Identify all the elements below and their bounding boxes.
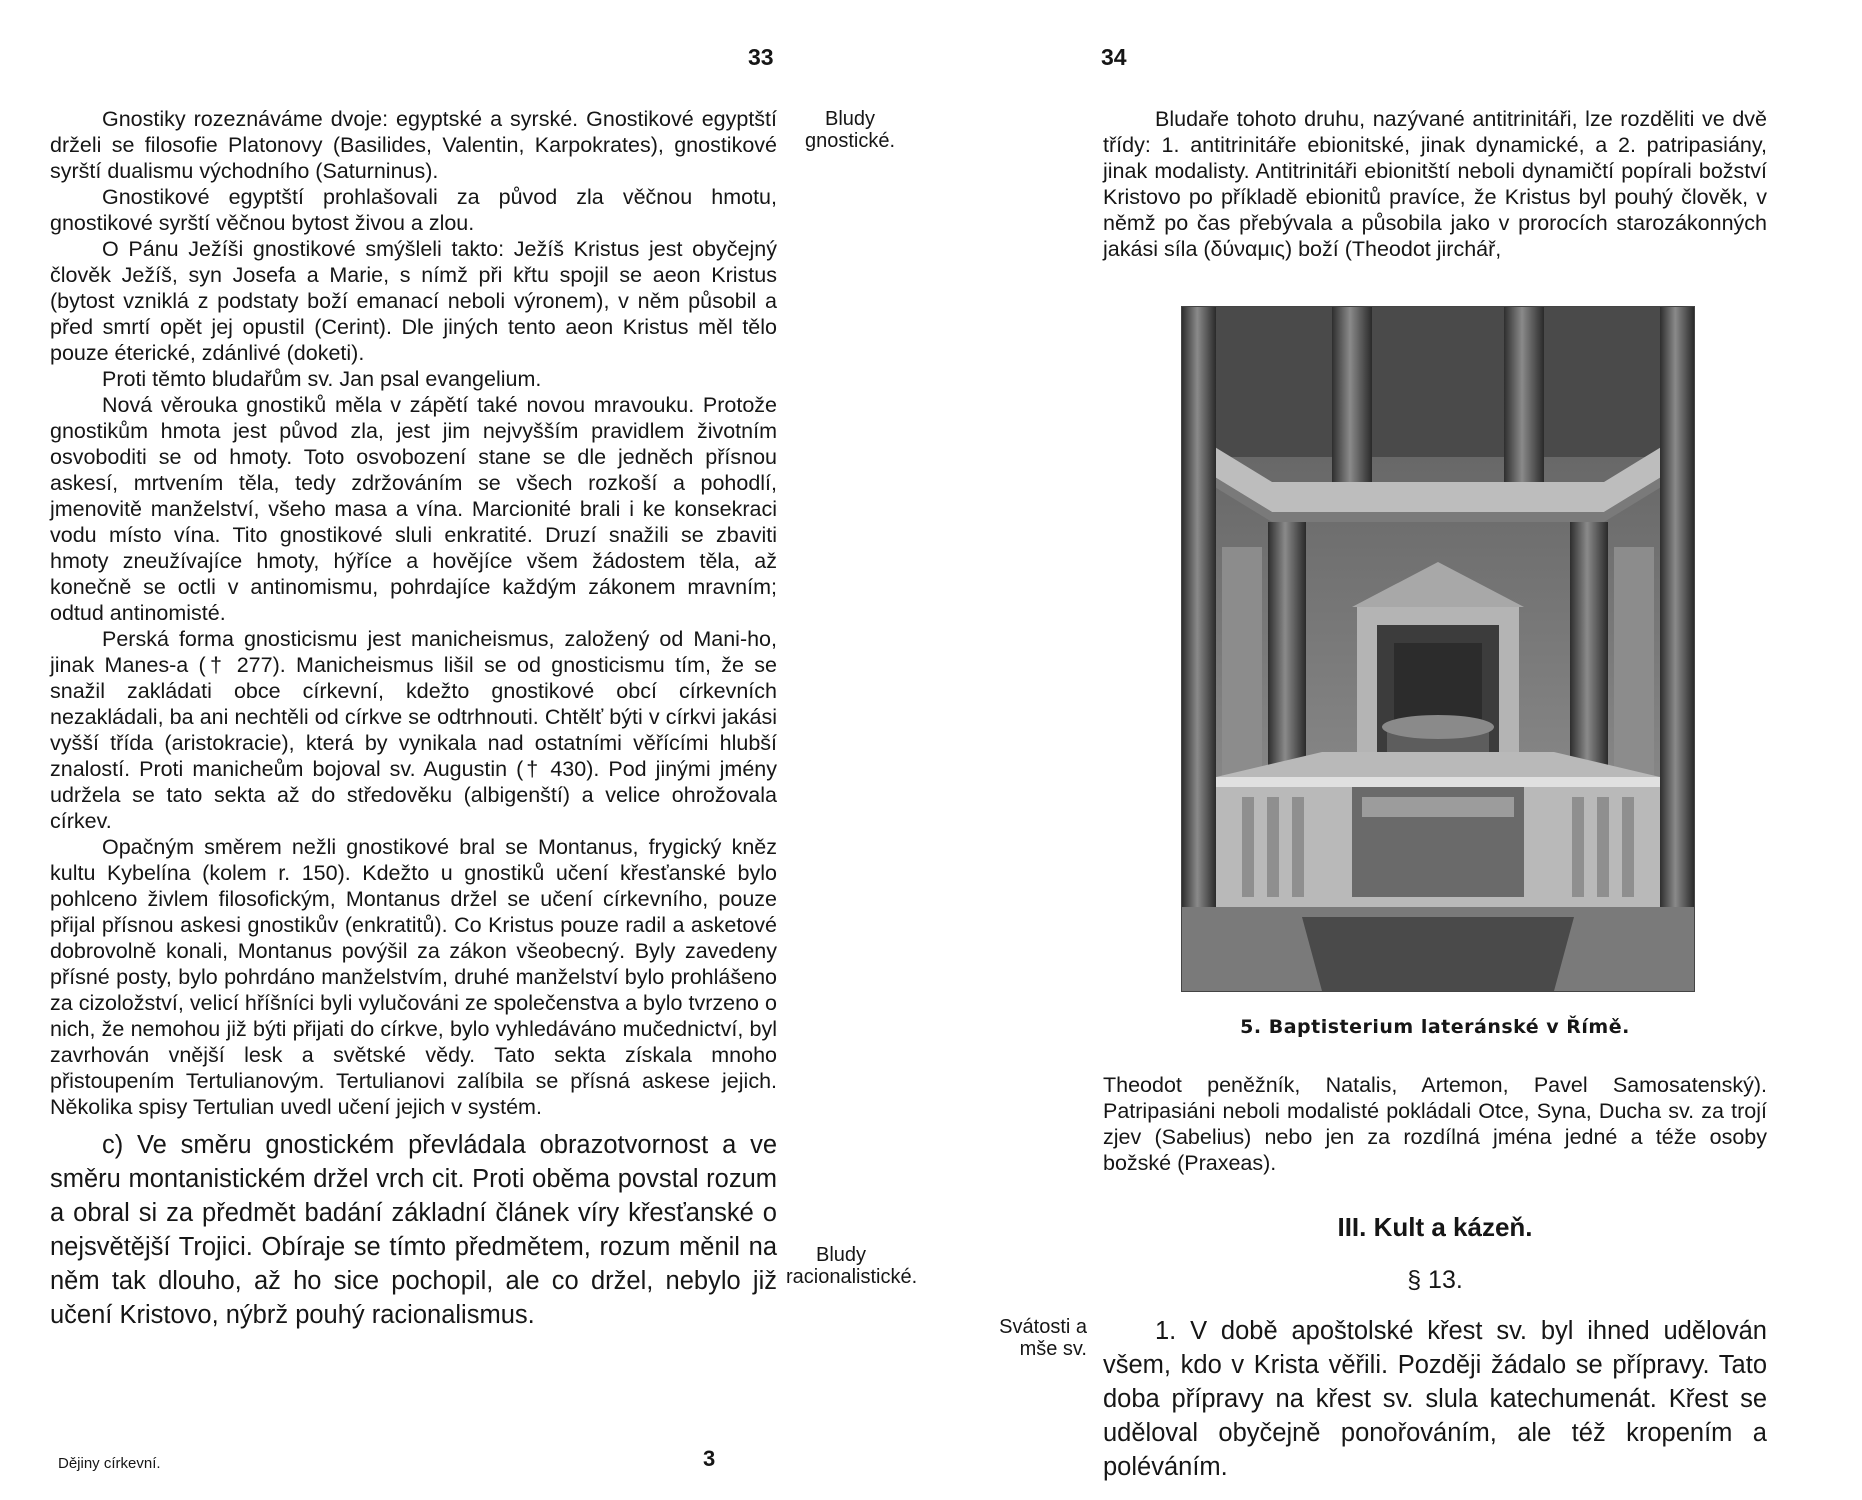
paragraph: Bludaře tohoto druhu, nazývané antitrinitáři, lze rozděliti ve dvě třídy: 1. antitrinitáře ebionitské, jinak dynamické, a 2. patripasiány, jinak modalisty. Antitrinitáři ebionitští neboli dynamičtí popírali božství Kristovo po příkladě ebionitů pravíce, že Kristus byl pouhý člověk, v němž po čas přebývala a působila jako v prorocích starozákonných jakási síla (δύναμις) boží (Theodot jirchář,: [1103, 107, 1767, 261]
paragraph: Proti těmto bludařům sv. Jan psal evangelium.: [102, 367, 542, 391]
baptistery-photograph: [1181, 306, 1695, 992]
right-page: [931, 0, 1862, 1500]
baptistery-illustration: [1182, 307, 1694, 991]
paragraph: Perská forma gnosticismu jest manicheismus, založený od Mani-ho, jinak Manes-a († 277). Manicheismus lišil se od gnosticismu tím, že se snažil zakládati obce církevní, kdežto gnostikové obcí církevních nezakládali, ba ani nechtěli od církve se odtrhnouti. Chtělť býti v církvi jakási vyšší třída (aristokracie), která by vynikala nad ostatními věřícími hlubší znalostí. Proti manicheům bojoval sv. Augustin († 430). Pod jinými jmény udržela se tato sekta až do středověku (albigenští) a velice ohrožovala církev.: [50, 627, 777, 833]
paragraph: Gnostikové egyptští prohlašovali za původ zla věčnou hmotu, gnostikové syrští věčnou bytost živou a zlou.: [50, 185, 777, 235]
paragraph: O Pánu Ježíši gnostikové smýšleli takto: Ježíš Kristus jest obyčejný člověk Ježíš, syn Josefa a Marie, s nímž při křtu spojil se aeon Kristus (bytost vzniklá z podstaty boží emanací neboli výronem), v něm působil a před smrtí opět jej opustil (Cerint). Dle jiných tento aeon Kristus měl tělo pouze éterické, zdánlivé (doketi).: [50, 237, 777, 365]
paragraph: Gnostiky rozeznáváme dvoje: egyptské a syrské. Gnostikové egyptští drželi se filosofie Platonovy (Basilides, Valentin, Karpokrates), gnostikové syrští dualismu východního (Saturninus).: [50, 107, 777, 183]
margin-note-rationalist-heresies: Bludy racionalistické.: [786, 1244, 918, 1288]
paragraph: Theodot peněžník, Natalis, Artemon, Pavel Samosatenský). Patripasiáni neboli modalisté pokládali Otce, Syna, Ducha sv. za trojí zjev (Sabelius) nebo jen za rozdílná jména jedné a téže osoby božské (Praxeas).: [1103, 1073, 1767, 1175]
margin-note-sacraments: Svátosti a mše sv.: [999, 1316, 1087, 1360]
paragraph-large: 1. V době apoštolské křest sv. byl ihned udělován všem, kdo v Krista věřili. Později žádalo se přípravy. Tato doba přípravy na křest sv. slula katechumenát. Křest se uděloval obyčejně ponořováním, ale též kropením a poléváním.: [1103, 1317, 1767, 1481]
margin-note-gnostic-heresies: Bludy gnostické.: [804, 108, 896, 152]
page-number-right: 34: [1101, 44, 1127, 70]
paragraph: Opačným směrem nežli gnostikové bral se Montanus, frygický kněz kultu Kybelína (kolem r. 150). Kdežto u gnostiků učení křesťanské bylo pohlceno živlem filosofickým, Montanus držel se učení církevního, pouze přijal přísnou askesi gnostikův (enkratitů). Co Kristus pouze radil a asketové dobrovolně konali, Montanus povýšil za zákon všeobecný. Byly zavedeny přísné posty, bylo pohrdáno manželstvím, druhé manželství bylo prohlášeno za cizoložství, velicí hříšníci byli vylučováni ze společenstva a bylo tvrzeno o nich, že nemohou již býti přijati do církve, bylo vyhledáváno mučednictví, byl zavrhován vnější lesk a světské vědy. Tato sekta získala mnoho přistoupením Tertulianovým. Tertulianovi zalíbila se přísná askese jejich. Několika spisy Tertulian uvedl učení jejich v systém.: [50, 835, 777, 1119]
paragraph: Nová věrouka gnostiků měla v zápětí také novou mravouku. Protože gnostikům hmota jest původ zla, jest jim nejvyšším pravidlem životním osvoboditi se od hmoty. Toto osvobození stane se dle jedněch přísnou askesí, mrtvením těla, tedy zdržováním se všech rozkoší a pohodlí, jmenovitě manželství, všeho masa a vína. Marcionité brali i ke konsekraci vodu místo vína. Tito gnostikové sluli enkratité. Druzí snažili se zbaviti hmoty zneužívajíce hmoty, hýříce a hovějíce všem žádostem těla, až konečně se octli v antinomismu, pohrdajíce každým zákonem mravním; odtud antinomisté.: [50, 393, 777, 625]
right-text-column-bottom: [1103, 1314, 1767, 1484]
section-number: § 13.: [1407, 1266, 1463, 1294]
page-footer: Dějiny církevní.: [58, 1455, 161, 1472]
page-number-left: 33: [748, 44, 774, 70]
right-text-column-middle: [1103, 1072, 1767, 1176]
right-text-column-top: [1103, 106, 1767, 262]
signature-mark: 3: [703, 1446, 716, 1471]
figure-caption: 5. Baptisterium lateránské v Římě.: [1240, 1016, 1630, 1038]
paragraph-large: c) Ve směru gnostickém převládala obrazotvornost a ve směru montanistickém držel vrch cit. Proti oběma povstal rozum a obral si za předmět badání základní článek víry křesťanské o nejsvětější Trojici. Obíraje se tímto předmětem, rozum měnil na něm tak dlouho, až ho sice pochopil, ale co držel, nebylo již učení Kristovo, nýbrž pouhý racionalismus.: [50, 1131, 777, 1329]
left-text-column: [50, 106, 777, 1332]
section-heading: III. Kult a kázeň.: [1337, 1212, 1533, 1242]
